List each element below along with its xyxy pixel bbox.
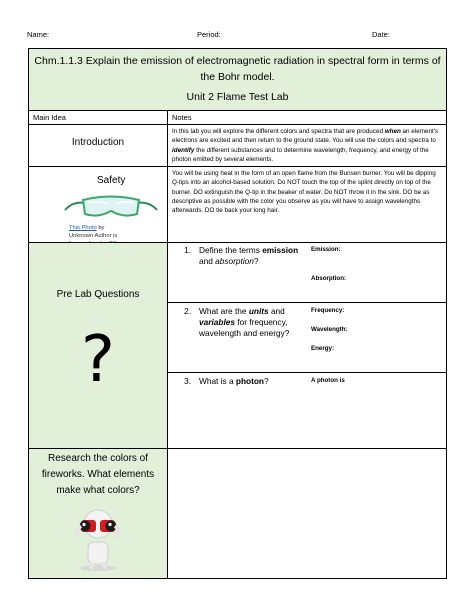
prelab-cell (29, 243, 168, 449)
introduction-cell (29, 125, 168, 167)
question-1: 1. Define the terms emission and absorption? Emission: Absorption: (168, 243, 446, 303)
question-mark-icon: ? (81, 323, 115, 398)
binoculars-person-icon (69, 506, 127, 572)
photo-credit: This Photo by Unknown Author is (69, 224, 117, 256)
safety-label: Safety (97, 175, 126, 187)
wavelength-label: Wavelength: (311, 326, 348, 334)
fireworks-cell (29, 449, 168, 579)
lab-table (28, 48, 447, 579)
introduction-notes: In this lab you will explore the different colors and spectra that are produced when an element's electrons are excited and then return to the ground state. You will use the colors and spectra to identify the different substances and to determine wavelength, frequency, and energy of the photon emitted by several elements. (168, 125, 447, 167)
date-label: Date: (372, 30, 390, 39)
question-2: 2. What are the units and variables for frequency, wavelength and energy? Frequency: Wavelength: Energy: (168, 303, 446, 373)
notes-header: Notes (168, 111, 447, 125)
introduction-label: Introduction (71, 137, 125, 148)
standard-title: Chm.1.1.3 Explain the emission of electromagnetic radiation in spectral form in terms of the Bohr model. (34, 55, 441, 83)
energy-label: Energy: (311, 345, 335, 353)
photo-credit-link[interactable]: This Photo (69, 225, 97, 232)
period-label: Period: (197, 30, 221, 39)
emission-label: Emission: (311, 246, 341, 254)
safety-goggles-icon (63, 192, 159, 220)
prelab-label: Pre Lab Questions (56, 289, 140, 301)
absorption-label: Absorption: (311, 275, 347, 283)
lab-title: Unit 2 Flame Test Lab (186, 91, 289, 103)
main-idea-header: Main Idea (29, 111, 168, 125)
photon-label: A photon is (311, 377, 345, 385)
prelab-questions (168, 243, 447, 449)
fireworks-label: Research the colors of fireworks. What elements make what colors? (41, 453, 155, 497)
title-cell (29, 49, 447, 111)
safety-cell (29, 167, 168, 243)
question-3: 3. What is a photon? A photon is (184, 376, 345, 387)
safety-notes: You will be using heat in the form of an open flame from the Bunsen burner. You will be dipping Q-tips into an alcohol-based solution. Do NOT touch the top of the splint directly on top of the burner. DO extinguish the Q-tip in the beaker of water. Do NOT throw it in the sink. DO be as descriptive as possible with the color you observe as you will have to assign wavelengths afterwards. DO tie back your long hair. (168, 167, 447, 243)
fireworks-notes (168, 449, 447, 579)
frequency-label: Frequency: (311, 307, 345, 315)
name-label: Name: (27, 30, 50, 39)
